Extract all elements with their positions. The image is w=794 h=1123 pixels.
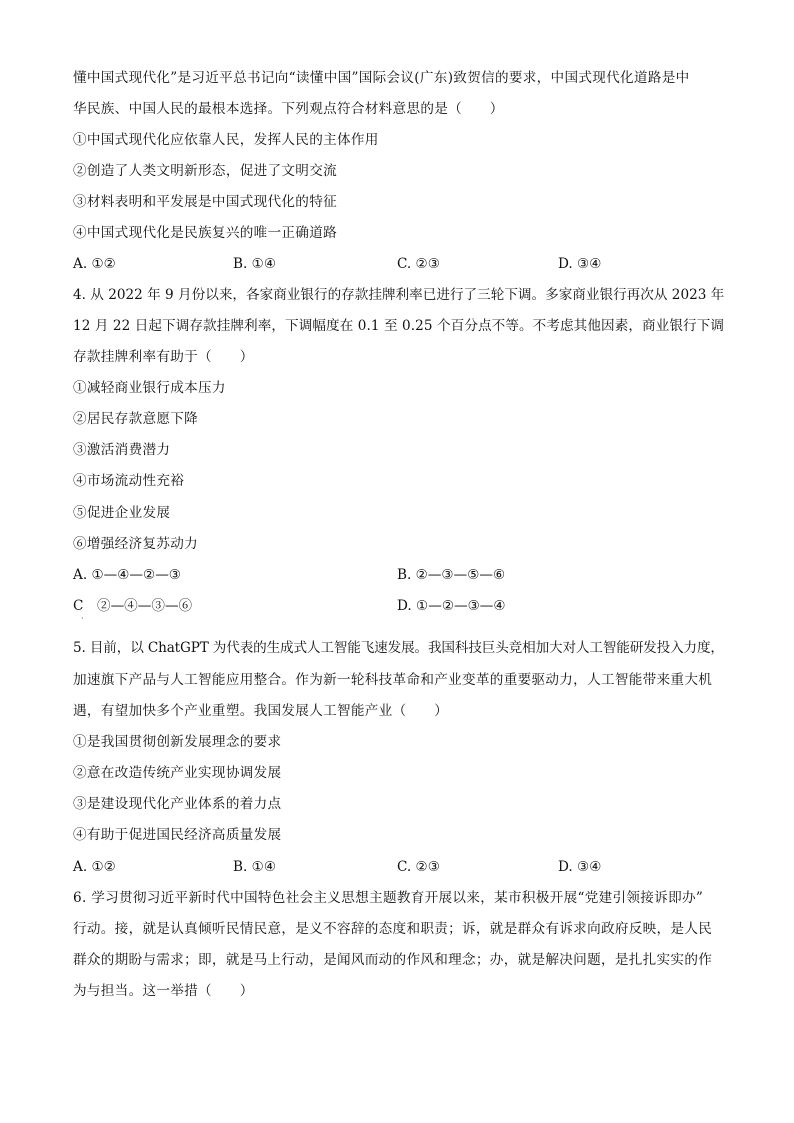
q3-option-d: D. ③④: [558, 256, 602, 272]
q5-stem-line-1: 5. 目前，以 ChatGPT 为代表的生成式人工智能飞速发展。我国科技巨头竞相加大对人工智能研发投入力度，: [73, 640, 724, 656]
q3-item-1: ①中国式现代化应依靠人民，发挥人民的主体作用: [73, 132, 379, 148]
q6-stem-line-4: 为与担当。这一举措（ ）: [73, 983, 254, 999]
q4-item-6: ⑥增强经济复苏动力: [73, 536, 199, 552]
q5-option-a: A. ①②: [73, 859, 116, 875]
q5-item-2: ②意在改造传统产业实现协调发展: [73, 765, 282, 781]
q3-option-a: A. ①②: [73, 256, 116, 272]
q5-option-c: C. ②③: [397, 859, 440, 875]
q4-option-c: C ②—④—③—⑥: [73, 598, 193, 614]
q5-item-4: ④有助于促进国民经济高质量发展: [73, 827, 282, 843]
q5-stem-line-3: 遇，有望加快多个产业重塑。我国发展人工智能产业（ ）: [73, 703, 449, 719]
q3-option-b: B. ①④: [233, 256, 277, 272]
q4-option-b: B. ②—③—⑤—⑥: [397, 567, 506, 583]
q4-item-3: ③激活消费潜力: [73, 442, 171, 458]
q4-item-5: ⑤促进企业发展: [73, 505, 171, 521]
stray-mark: ·: [81, 614, 84, 623]
q6-stem-line-1: 6. 学习贯彻习近平新时代中国特色社会主义思想主题教育开展以来，某市积极开展“党建引领接诉即办”: [73, 890, 704, 906]
q5-option-b: B. ①④: [233, 859, 277, 875]
q4-option-d: D. ①—②—③—④: [397, 598, 506, 614]
q5-item-3: ③是建设现代化产业体系的着力点: [73, 796, 282, 812]
q4-stem-line-2: 12 月 22 日起下调存款挂牌利率，下调幅度在 0.1 至 0.25 个百分点不等。不考虑其他因素，商业银行下调: [73, 318, 724, 334]
q3-item-4: ④中国式现代化是民族复兴的唯一正确道路: [73, 225, 337, 241]
q6-stem-line-3: 群众的期盼与需求；即，就是马上行动，是闻风而动的作风和理念；办，就是解决问题，是扎扎实实的作: [73, 952, 713, 968]
q5-option-d: D. ③④: [558, 859, 602, 875]
q4-item-1: ①减轻商业银行成本压力: [73, 380, 226, 396]
q4-option-a: A. ①—④—②—③: [73, 567, 181, 583]
q3-item-3: ③材料表明和平发展是中国式现代化的特征: [73, 194, 337, 210]
q4-stem-line-3: 存款挂牌利率有助于（ ）: [73, 349, 254, 365]
q6-stem-line-2: 行动。接，就是认真倾听民情民意，是义不容辞的态度和职责；诉，就是群众有诉求向政府反映，是人民: [73, 921, 713, 937]
q3-stem-line-2: 华民族、中国人民的最根本选择。下列观点符合材料意思的是（ ）: [73, 101, 504, 117]
q3-item-2: ②创造了人类文明新形态，促进了文明交流: [73, 163, 337, 179]
q4-item-2: ②居民存款意愿下降: [73, 411, 199, 427]
q3-option-c: C. ②③: [397, 256, 440, 272]
q5-item-1: ①是我国贯彻创新发展理念的要求: [73, 734, 282, 750]
q4-stem-line-1: 4. 从 2022 年 9 月份以来，各家商业银行的存款挂牌利率已进行了三轮下调。多家商业银行再次从 2023 年: [73, 287, 725, 303]
q5-stem-line-2: 加速旗下产品与人工智能应用整合。作为新一轮科技革命和产业变革的重要驱动力，人工智能带来重大机: [73, 672, 713, 688]
q3-stem-line-1: 懂中国式现代化”是习近平总书记向“读懂中国”国际会议(广东)致贺信的要求，中国式现代化道路是中: [73, 70, 690, 86]
q4-item-4: ④市场流动性充裕: [73, 473, 185, 489]
